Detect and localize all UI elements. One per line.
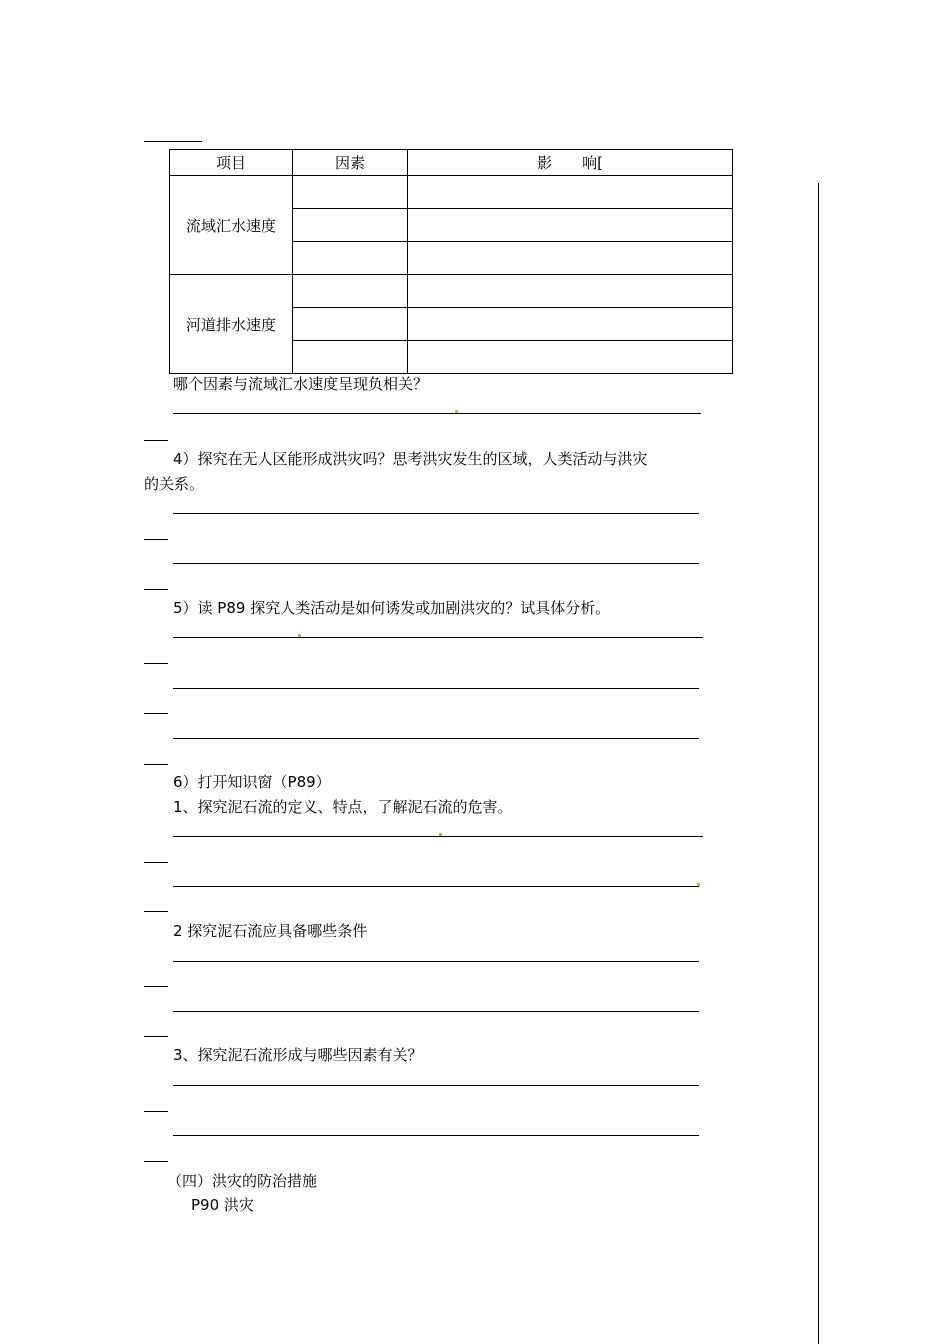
header-item: 项目 <box>170 150 293 176</box>
answer-line-continuation[interactable] <box>144 911 168 912</box>
answer-line[interactable] <box>173 637 703 638</box>
factor-cell[interactable] <box>293 176 408 209</box>
impact-cell[interactable] <box>408 275 733 308</box>
group-label-catchment: 流域汇水速度 <box>170 176 293 275</box>
impact-cell[interactable] <box>408 341 733 374</box>
answer-line[interactable] <box>173 961 699 962</box>
answer-line[interactable] <box>173 836 703 837</box>
impact-cell[interactable] <box>408 242 733 275</box>
question-4-line-2: 的关系。 <box>144 475 205 493</box>
answer-line-continuation[interactable] <box>144 539 168 540</box>
table-row <box>170 176 733 209</box>
answer-line[interactable] <box>173 688 699 689</box>
answer-line[interactable] <box>173 513 699 514</box>
answer-line[interactable] <box>173 563 699 564</box>
answer-line[interactable] <box>173 1085 699 1086</box>
factor-cell[interactable] <box>293 275 408 308</box>
edit-mark <box>439 833 442 836</box>
edit-mark <box>697 883 700 886</box>
answer-line[interactable] <box>173 1011 699 1012</box>
answer-line-continuation[interactable] <box>144 1161 168 1162</box>
group-label-channel: 河道排水速度 <box>170 275 293 374</box>
factor-cell[interactable] <box>293 341 408 374</box>
answer-line-continuation[interactable] <box>144 440 168 441</box>
impact-cell[interactable] <box>408 209 733 242</box>
answer-line-continuation[interactable] <box>144 862 168 863</box>
factors-table <box>169 149 733 374</box>
answer-line[interactable] <box>173 738 699 739</box>
edit-mark <box>298 634 301 637</box>
answer-line[interactable] <box>173 886 699 887</box>
question-6-3: 3、探究泥石流形成与哪些因素有关？ <box>173 1046 423 1064</box>
question-5: 5）读 P89 探究人类活动是如何诱发或加剧洪灾的？试具体分析。 <box>173 599 611 617</box>
answer-line-continuation[interactable] <box>144 663 168 664</box>
edit-mark <box>455 410 458 413</box>
question-4-line-1: 4）探究在无人区能形成洪灾吗？思考洪灾发生的区域，人类活动与洪灾 <box>173 450 648 468</box>
section-4-heading: （四）洪灾的防治措施 <box>167 1172 318 1190</box>
margin-vertical-rule <box>818 183 819 1344</box>
factor-cell[interactable] <box>293 242 408 275</box>
question-6-1: 1、探究泥石流的定义、特点，了解泥石流的危害。 <box>173 798 513 816</box>
impact-cell[interactable] <box>408 308 733 341</box>
question-negative-correlation: 哪个因素与流域汇水速度呈现负相关？ <box>173 375 429 393</box>
table-header-row <box>170 150 733 176</box>
question-6-2: 2 探究泥石流应具备哪些条件 <box>173 922 368 940</box>
question-6: 6）打开知识窗（P89） <box>173 773 331 791</box>
answer-line[interactable] <box>173 413 701 414</box>
table-row <box>170 275 733 308</box>
answer-line-continuation[interactable] <box>144 1111 168 1112</box>
answer-line-continuation[interactable] <box>144 589 168 590</box>
top-rule <box>144 141 202 142</box>
header-factor: 因素 <box>293 150 408 176</box>
answer-line-continuation[interactable] <box>144 713 168 714</box>
answer-line-continuation[interactable] <box>144 1036 168 1037</box>
impact-cell[interactable] <box>408 176 733 209</box>
factor-cell[interactable] <box>293 209 408 242</box>
answer-line[interactable] <box>173 1135 699 1136</box>
factor-cell[interactable] <box>293 308 408 341</box>
header-impact: 影 响[ <box>408 150 733 176</box>
section-4-sub: P90 洪灾 <box>191 1196 254 1214</box>
answer-line-continuation[interactable] <box>144 764 168 765</box>
answer-line-continuation[interactable] <box>144 986 168 987</box>
